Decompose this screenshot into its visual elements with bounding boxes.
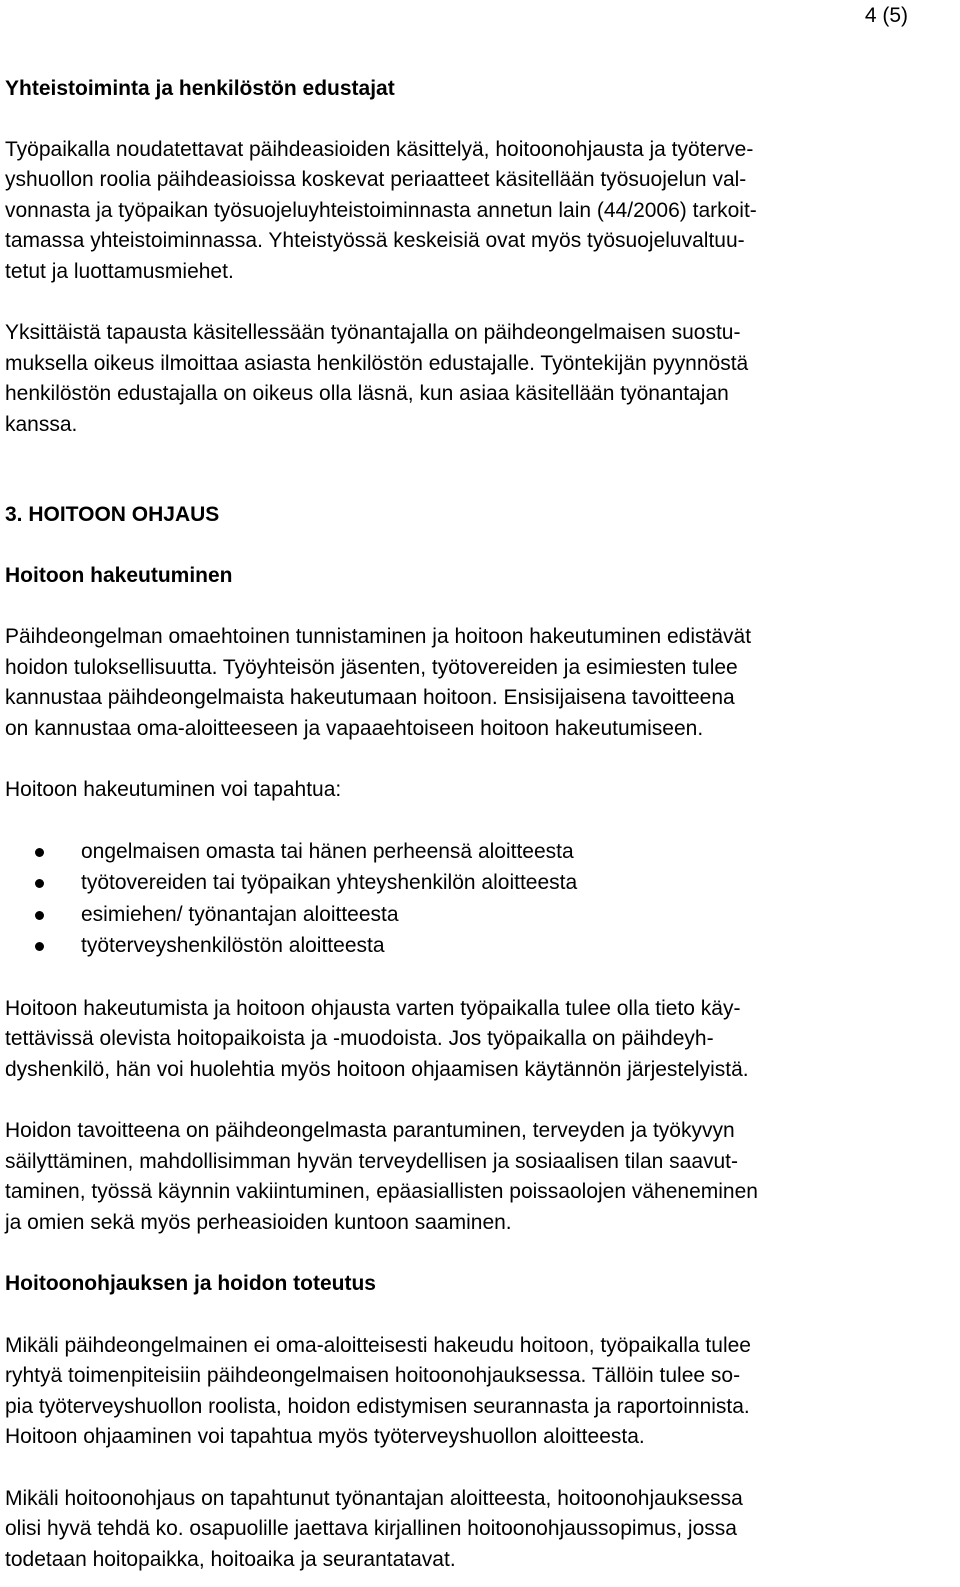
paragraph-cooperation-principles xyxy=(5,135,950,288)
list-item xyxy=(5,931,950,963)
list-item-text: ongelmaisen omasta tai hänen perheensä aloitteesta xyxy=(81,839,574,863)
bullet-icon xyxy=(35,848,44,857)
line: säilyttäminen, mahdollisimman hyvän terveydellisen ja sosiaalisen tilan saavut- xyxy=(5,1149,739,1173)
line: Mikäli hoitoonohjaus on tapahtunut työnantajan aloitteesta, hoitoonohjauksessa xyxy=(5,1486,743,1510)
line: Mikäli päihdeongelmainen ei oma-aloitteisesti hakeudu hoitoon, työpaikalla tulee xyxy=(5,1333,751,1357)
paragraph-bullets-intro: Hoitoon hakeutuminen voi tapahtua: xyxy=(5,778,342,801)
line: vonnasta ja työpaikan työsuojeluyhteistoiminnasta annetun lain (44/2006) tarkoit- xyxy=(5,198,757,222)
section-heading-treatment-referral: 3. HOITOON OHJAUS xyxy=(5,503,220,526)
paragraph-treatment-info xyxy=(5,994,950,1086)
line: kanssa. xyxy=(5,412,78,436)
paragraph-individual-case xyxy=(5,318,950,440)
list-item xyxy=(5,900,950,932)
line: Hoitoon ohjaaminen voi tapahtua myös työterveyshuollon aloitteesta. xyxy=(5,1425,645,1448)
line: dyshenkilö, hän voi huolehtia myös hoitoon ohjaamisen käytännön järjestelyistä. xyxy=(5,1057,749,1081)
line: Hoidon tavoitteena on päihdeongelmasta parantuminen, terveyden ja työkyvyn xyxy=(5,1119,735,1142)
line: henkilöstön edustajalla on oikeus olla läsnä, kun asiaa käsitellään työnantajan xyxy=(5,382,729,405)
line: kannustaa päihdeongelmaista hakeutumaan hoitoon. Ensisijaisena tavoitteena xyxy=(5,686,735,709)
line: pia työterveyshuollon roolista, hoidon edistymisen seurannasta ja raportoinnista. xyxy=(5,1394,750,1418)
line: tamassa yhteistoiminnassa. Yhteistyössä keskeisiä ovat myös työsuojeluvaltuu- xyxy=(5,229,745,252)
paragraph-employer-measures xyxy=(5,1331,950,1453)
list-item-text: työterveyshenkilöstön aloitteesta xyxy=(81,934,385,957)
paragraph-written-agreement xyxy=(5,1484,950,1576)
line: Päihdeongelman omaehtoinen tunnistaminen ja hoitoon hakeutuminen edistävät xyxy=(5,625,752,648)
line: on kannustaa oma-aloitteeseen ja vapaaehtoiseen hoitoon hakeutumiseen. xyxy=(5,716,704,740)
line: yshuollon roolia päihdeasioissa koskevat periaatteet käsitellään työsuojelun val- xyxy=(5,168,747,191)
line: ja omien sekä myös perheasioiden kuntoon saaminen. xyxy=(5,1210,512,1234)
bullet-icon xyxy=(35,879,44,888)
bullet-list xyxy=(5,837,950,963)
line: tettävissä olevista hoitopaikoista ja -muodoista. Jos työpaikalla on päihdeyh- xyxy=(5,1027,714,1050)
document-body xyxy=(5,74,950,1575)
line: taminen, työssä käynnin vakiintuminen, epäasiallisten poissaolojen väheneminen xyxy=(5,1180,758,1203)
bullet-icon xyxy=(35,942,44,951)
line: ryhtyä toimenpiteisiin päihdeongelmaisen hoitoonohjauksessa. Tällöin tulee so- xyxy=(5,1364,741,1387)
subheading-seeking-treatment: Hoitoon hakeutuminen xyxy=(5,563,233,587)
list-item-text: työtovereiden tai työpaikan yhteyshenkilön aloitteesta xyxy=(81,871,578,894)
line: muksella oikeus ilmoittaa asiasta henkilöstön edustajalle. Työntekijän pyynnöstä xyxy=(5,351,749,375)
line: Työpaikalla noudatettavat päihdeasioiden käsittelyä, hoitoonohjausta ja työterve- xyxy=(5,137,754,161)
line: hoidon tuloksellisuutta. Työyhteisön jäsenten, työtovereiden ja esimiesten tulee xyxy=(5,655,738,679)
paragraph-self-recognition xyxy=(5,622,950,744)
line: olisi hyvä tehdä ko. osapuolille jaettava kirjallinen hoitoonohjaussopimus, jossa xyxy=(5,1517,737,1540)
list-item xyxy=(5,837,950,869)
list-item-text: esimiehen/ työnantajan aloitteesta xyxy=(81,902,399,926)
section-heading-cooperation: Yhteistoiminta ja henkilöstön edustajat xyxy=(5,77,395,100)
page-number: 4 (5) xyxy=(864,4,908,27)
bullet-icon xyxy=(35,911,44,920)
paragraph-treatment-goals xyxy=(5,1116,950,1238)
list-item xyxy=(5,868,950,900)
line: todetaan hoitopaikka, hoitoaika ja seurantatavat. xyxy=(5,1547,456,1571)
line: tetut ja luottamusmiehet. xyxy=(5,259,234,283)
line: Yksittäistä tapausta käsitellessään työnantajalla on päihdeongelmaisen suostu- xyxy=(5,321,741,344)
subheading-referral-implementation: Hoitoonohjauksen ja hoidon toteutus xyxy=(5,1272,376,1295)
line: Hoitoon hakeutumista ja hoitoon ohjausta varten työpaikalla tulee olla tieto käy- xyxy=(5,996,741,1020)
